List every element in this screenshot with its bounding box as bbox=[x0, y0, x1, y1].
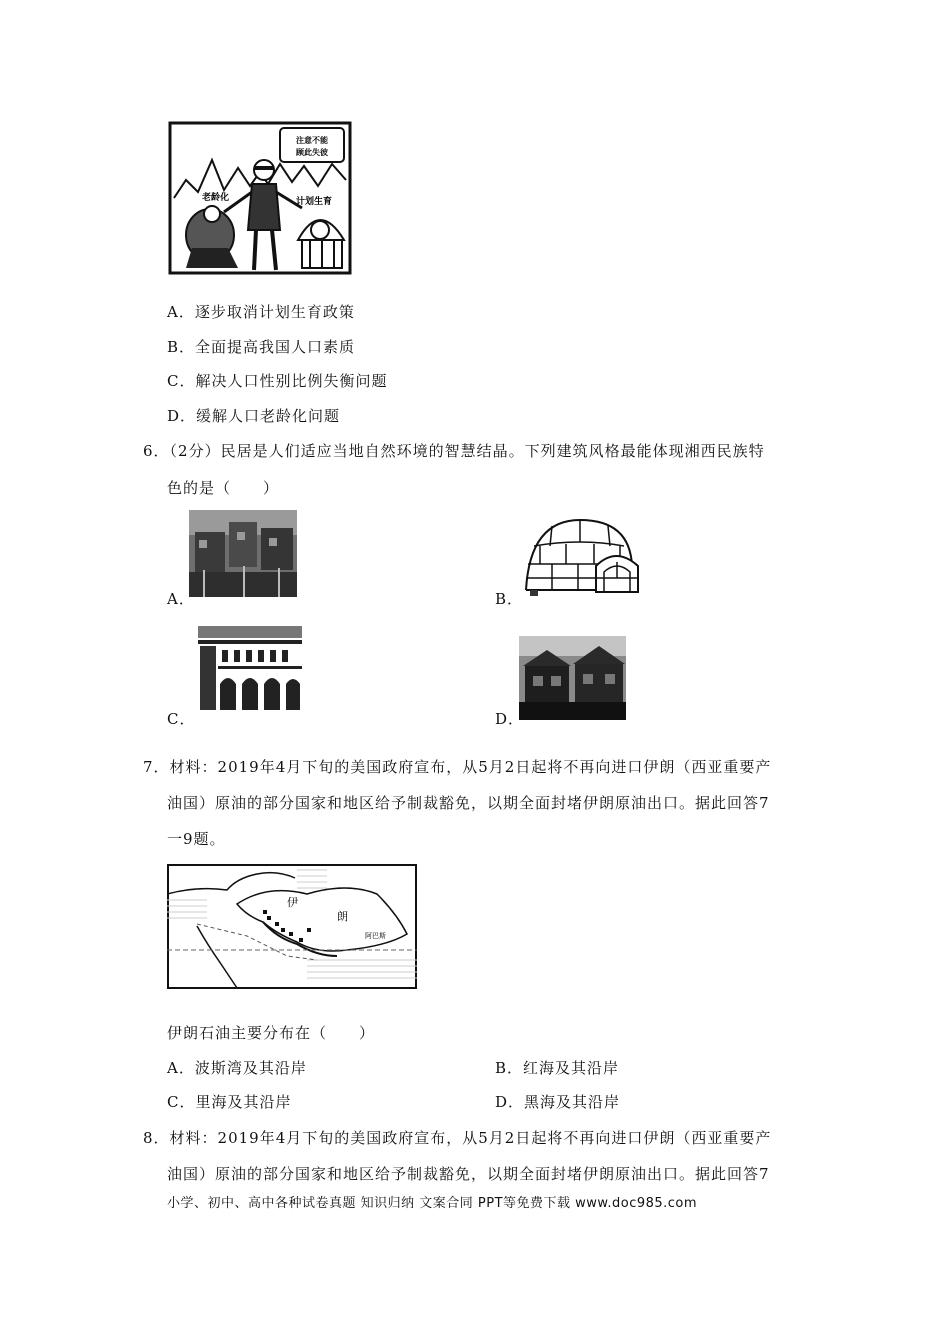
q7-stem-line2: 油国）原油的部分国家和地区给予制裁豁免，以期全面封堵伊朗原油出口。据此回答7 bbox=[167, 794, 770, 812]
iran-map bbox=[167, 864, 417, 989]
q7-option-b: B．红海及其沿岸 bbox=[495, 1059, 620, 1077]
population-cartoon bbox=[168, 120, 352, 275]
q6-stem-line2: 色的是（ ） bbox=[167, 479, 280, 497]
q6-option-b: B． bbox=[495, 590, 524, 608]
q6-image-d bbox=[519, 636, 626, 720]
map-label-lang: 朗 bbox=[337, 910, 348, 923]
q5-option-a: A．逐步取消计划生育政策 bbox=[167, 303, 355, 321]
q8-stem-line2: 油国）原油的部分国家和地区给予制裁豁免，以期全面封堵伊朗原油出口。据此回答7 bbox=[167, 1165, 770, 1183]
label-aging: 老龄化 bbox=[202, 193, 230, 203]
map-label-yi: 伊 bbox=[287, 896, 298, 909]
q5-option-c: C．解决人口性别比例失衡问题 bbox=[167, 372, 388, 390]
q6-option-a: A． bbox=[167, 590, 195, 608]
page-footer: 小学、初中、高中各种试卷真题 知识归纳 文案合同 PPT等免费下载 www.doc985.com bbox=[167, 1196, 698, 1211]
q5-option-b: B．全面提高我国人口素质 bbox=[167, 338, 356, 356]
q7-option-a: A．波斯湾及其沿岸 bbox=[167, 1059, 307, 1077]
q6-image-b bbox=[520, 516, 644, 602]
q8-stem-line1: 8．材料：2019年4月下旬的美国政府宣布，从5月2日起将不再向进口伊朗（西亚重要产 bbox=[143, 1129, 772, 1147]
q5-option-d: D．缓解人口老龄化问题 bbox=[167, 407, 341, 425]
map-label-abbas: 阿巴斯 bbox=[365, 932, 386, 940]
q6-stem-line1: 6．（2分）民居是人们适应当地自然环境的智慧结晶。下列建筑风格最能体现湘西民族特 bbox=[143, 442, 765, 460]
q7-question: 伊朗石油主要分布在（ ） bbox=[167, 1024, 376, 1042]
q7-option-d: D．黑海及其沿岸 bbox=[495, 1093, 621, 1111]
q6-image-c bbox=[198, 626, 302, 714]
q6-option-d: D． bbox=[495, 710, 525, 728]
q6-image-a bbox=[189, 510, 297, 597]
label-family-planning: 计划生育 bbox=[296, 197, 333, 207]
speech-text-2: 顾此失彼 bbox=[296, 148, 328, 157]
q7-stem-line1: 7．材料：2019年4月下旬的美国政府宣布，从5月2日起将不再向进口伊朗（西亚重要产 bbox=[143, 758, 772, 776]
speech-text-1: 注意不能 bbox=[296, 136, 328, 145]
q6-option-c: C． bbox=[167, 710, 196, 728]
q7-option-c: C．里海及其沿岸 bbox=[167, 1093, 292, 1111]
q7-stem-line3: 一9题。 bbox=[167, 830, 226, 848]
